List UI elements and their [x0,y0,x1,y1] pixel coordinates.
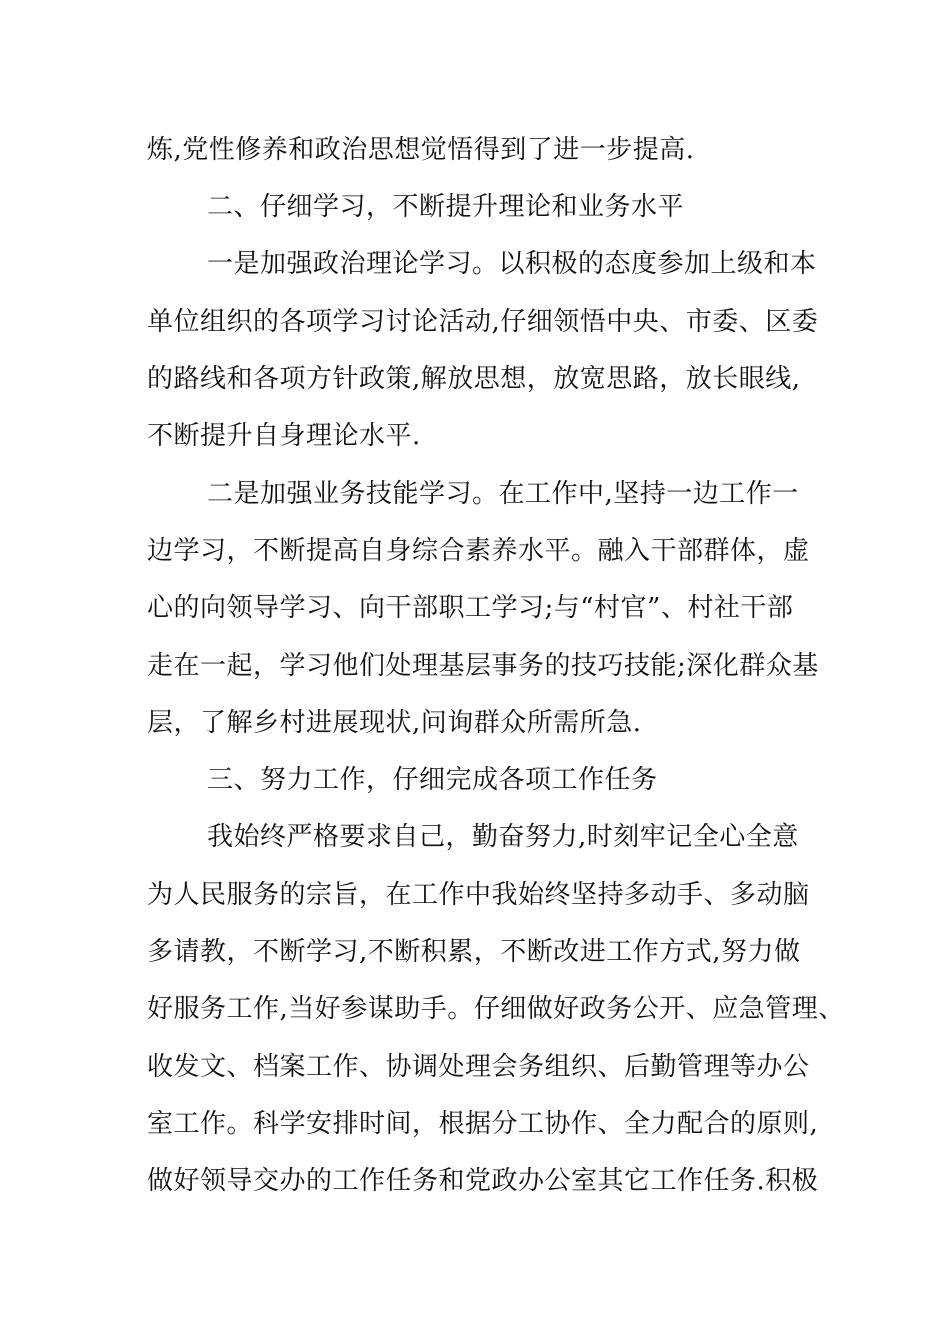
paragraph-line: 边学习，不断提高自身综合素养水平。融入干部群体，虚 [147,536,810,566]
paragraph-line: 一是加强政治理论学习。以积极的态度参加上级和本 [207,249,817,279]
paragraph-line: 做好领导交办的工作任务和党政办公室其它工作任务.积极 [147,1166,819,1196]
paragraph-line: 为人民服务的宗旨，在工作中我始终坚持多动手、多动脑 [147,880,810,910]
paragraph-line: 二是加强业务技能学习。在工作中,坚持一边工作一 [207,479,799,509]
paragraph-line: 收发文、档案工作、协调处理会务组织、后勤管理等办公 [147,1052,810,1082]
paragraph-line: 心的向领导学习、向干部职工学习;与“村官”、村社干部 [147,593,794,623]
section-heading: 二、仔细学习，不断提升理论和业务水平 [207,192,685,222]
paragraph-line: 不断提升自身理论水平. [147,421,421,451]
paragraph-line: 炼,党性修养和政治思想觉悟得到了进一步提高. [147,135,695,165]
paragraph-line: 室工作。科学安排时间，根据分工协作、全力配合的原则, [147,1109,819,1139]
paragraph-line: 我始终严格要求自己，勤奋努力,时刻牢记全心全意 [207,822,799,852]
paragraph-line: 多请教，不断学习,不断积累，不断改进工作方式,努力做 [147,937,801,967]
paragraph-line: 单位组织的各项学习讨论活动,仔细领悟中央、市委、区委 [147,307,819,337]
paragraph-line: 走在一起，学习他们处理基层事务的技巧技能;深化群众基 [147,651,819,681]
section-heading: 三、努力工作，仔细完成各项工作任务 [207,765,658,795]
paragraph-line: 的路线和各项方针政策,解放思想，放宽思路，放长眼线, [147,364,801,394]
paragraph-line: 层，了解乡村进展现状,问询群众所需所急. [147,708,642,738]
paragraph-line: 好服务工作,当好参谋助手。仔细做好政务公开、应急管理、 [147,994,845,1024]
